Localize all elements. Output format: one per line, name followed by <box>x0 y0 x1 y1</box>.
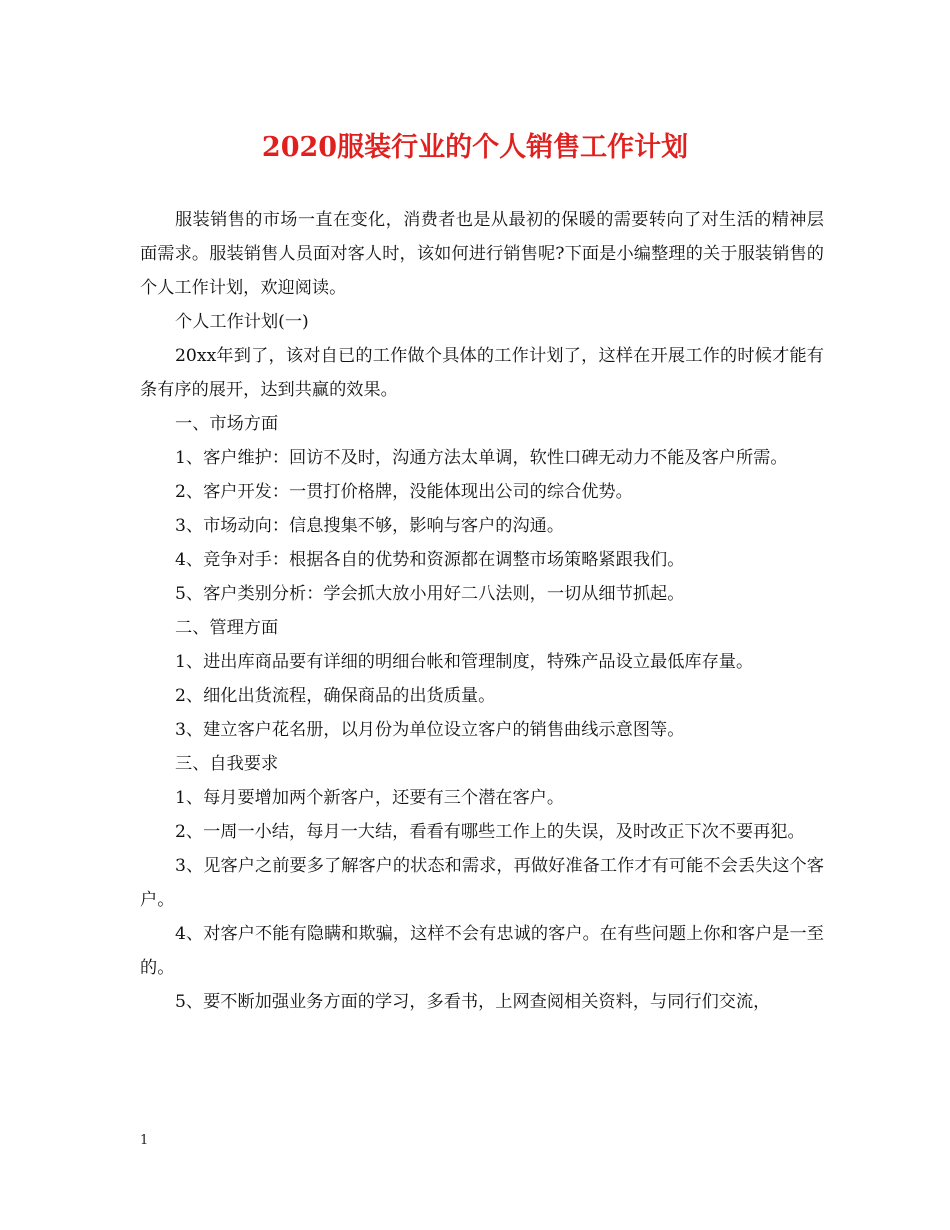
section-heading-management: 二、管理方面 <box>175 618 279 638</box>
paragraph-intro: 服装销售的市场一直在变化，消费者也是从最初的保暖的需要转向了对生活的精神层面需求。服装销售人员面对客人时，该如何进行销售呢?下面是小编整理的关于服装销售的个人工作计划，欢迎阅读。 <box>140 210 824 298</box>
list-item-management-3: 3、建立客户花名册，以月份为单位设立客户的销售曲线示意图等。 <box>175 720 685 740</box>
list-item-management-2: 2、细化出货流程，确保商品的出货质量。 <box>175 686 496 706</box>
list-item-self-5: 5、要不断加强业务方面的学习，多看书，上网查阅相关资料，与同行们交流， <box>175 992 771 1012</box>
document-body <box>140 203 824 1019</box>
list-item-self-2: 2、一周一小结，每月一大结，看看有哪些工作上的失误，及时改正下次不要再犯。 <box>175 822 805 842</box>
document-title: 2020服装行业的个人销售工作计划 <box>261 132 689 163</box>
list-item-market-1: 1、客户维护：回访不及时，沟通方法太单调，软性口碑无动力不能及客户所需。 <box>175 448 788 468</box>
page-number: 1 <box>140 1133 149 1148</box>
list-item-market-4: 4、竞争对手：根据各自的优势和资源都在调整市场策略紧跟我们。 <box>175 550 685 570</box>
list-item-market-3: 3、市场动向：信息搜集不够，影响与客户的沟通。 <box>175 516 565 536</box>
section-heading-self: 三、自我要求 <box>175 754 279 774</box>
list-item-market-2: 2、客户开发：一贯打价格牌，没能体现出公司的综合优势。 <box>175 482 633 502</box>
paragraph-plan-intro: 20xx年到了，该对自已的工作做个具体的工作计划了，这样在开展工作的时候才能有条有序的展开，达到共赢的效果。 <box>140 346 824 400</box>
section-heading-plan-one: 个人工作计划(一) <box>175 312 309 332</box>
section-heading-market: 一、市场方面 <box>175 414 279 434</box>
list-item-self-3: 3、见客户之前要多了解客户的状态和需求，再做好准备工作才有可能不会丢失这个客户。 <box>140 856 824 910</box>
list-item-market-5: 5、客户类别分析：学会抓大放小用好二八法则，一切从细节抓起。 <box>175 584 685 604</box>
list-item-management-1: 1、进出库商品要有详细的明细台帐和管理制度，特殊产品设立最低库存量。 <box>175 652 754 672</box>
list-item-self-1: 1、每月要增加两个新客户，还要有三个潜在客户。 <box>175 788 565 808</box>
list-item-self-4: 4、对客户不能有隐瞒和欺骗，这样不会有忠诚的客户。在有些问题上你和客户是一至的。 <box>140 924 824 978</box>
